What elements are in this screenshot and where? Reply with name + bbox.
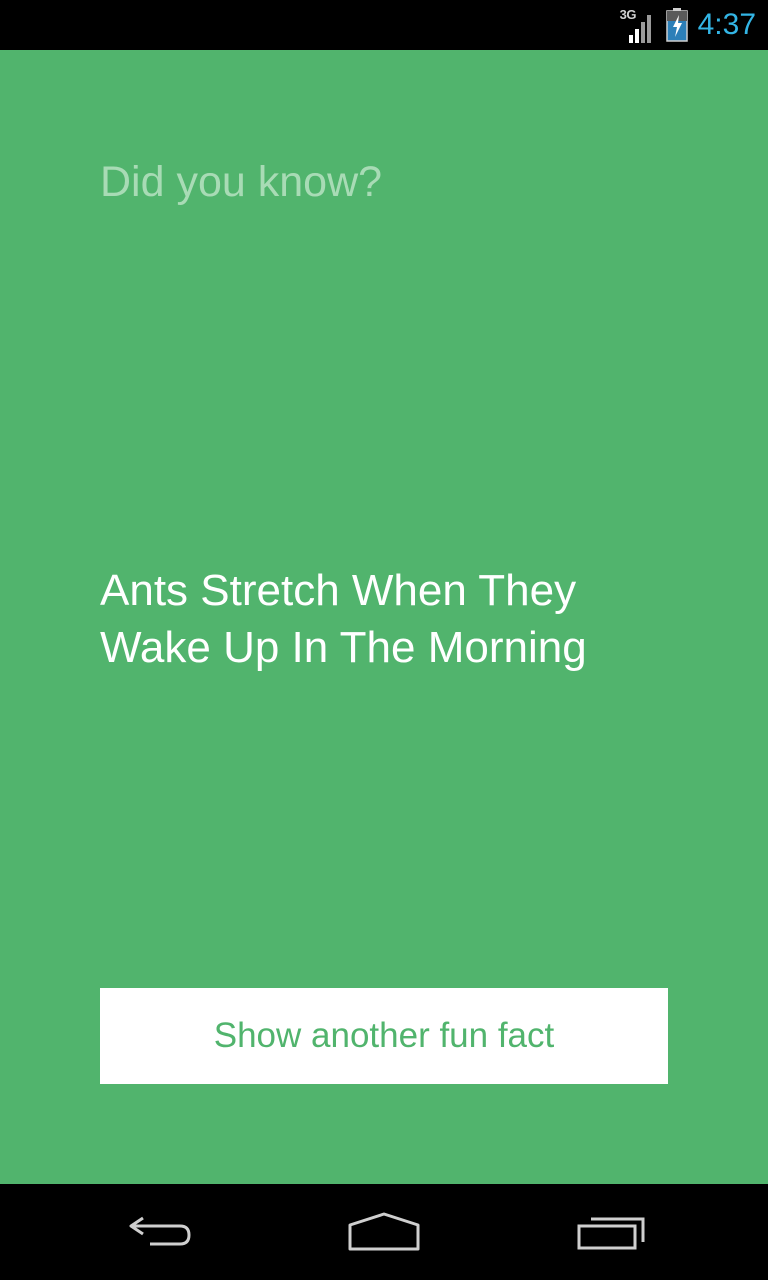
recents-button[interactable] [565,1202,655,1262]
back-button[interactable] [115,1202,205,1262]
navigation-bar [0,1184,768,1280]
home-button[interactable] [339,1202,429,1262]
status-clock: 4:37 [697,8,756,41]
battery-charging-icon [666,8,688,42]
signal-icon [620,5,656,45]
did-you-know-heading: Did you know? [100,158,383,206]
status-icons [620,0,756,50]
recents-icon [573,1212,647,1252]
main-content [0,50,768,1184]
status-bar [0,0,768,50]
back-icon [125,1212,195,1252]
fun-fact-text: Ants Stretch When They Wake Up In The Morning [100,566,587,672]
home-icon [346,1211,422,1253]
show-another-fact-button[interactable]: Show another fun fact [100,988,668,1084]
network-type-label: 3G [619,7,636,22]
